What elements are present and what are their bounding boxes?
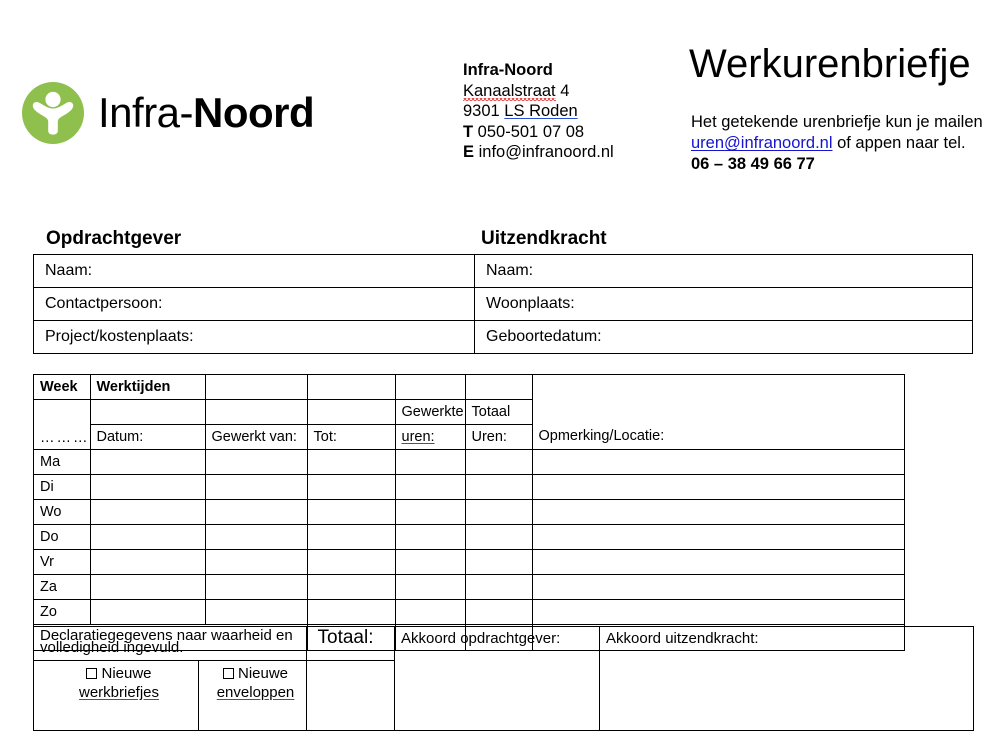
header-totaal-uren: Uren:: [465, 425, 532, 450]
header-week: Week: [34, 375, 91, 400]
cell-wo-totaal-uren[interactable]: [465, 500, 532, 525]
cell-di-opmerking[interactable]: [532, 475, 904, 500]
cell-zo-tot[interactable]: [307, 600, 395, 625]
address-city: LS Roden: [504, 102, 578, 120]
cell-ma-datum[interactable]: [90, 450, 205, 475]
checkbox-new-worksheets[interactable]: [34, 661, 199, 731]
totals-label: Totaal:: [307, 625, 395, 651]
cell-do-totaal-uren[interactable]: [465, 525, 532, 550]
cell-di-totaal-uren[interactable]: [465, 475, 532, 500]
header-gewerkte-uren: [395, 425, 465, 450]
checkbox-row-blank-cell: [307, 661, 395, 731]
checkbox-new-worksheets-link[interactable]: werkbriefjes: [78, 684, 160, 701]
table-row: [34, 321, 973, 354]
day-label-zo: Zo: [34, 600, 91, 625]
brand-name-light: Infra-: [98, 89, 194, 136]
cell-do-opmerking[interactable]: [532, 525, 904, 550]
email-address: info@infranoord.nl: [474, 143, 614, 161]
checkbox-icon[interactable]: [223, 668, 234, 679]
header-blank-6: [205, 400, 307, 425]
email-link[interactable]: uren@infranoord.nl: [691, 134, 833, 152]
cell-za-totaal-uren[interactable]: [465, 575, 532, 600]
cell-vr-totaal-uren[interactable]: [465, 550, 532, 575]
cell-do-gewerkte-uren[interactable]: [395, 525, 465, 550]
cell-vr-opmerking[interactable]: [532, 550, 904, 575]
table-row: [34, 450, 905, 475]
cell-za-tot[interactable]: [307, 575, 395, 600]
header-blank-1: [205, 375, 307, 400]
table-row: [34, 525, 905, 550]
whatsapp-phone-number: 06 – 38 49 66 77: [691, 155, 815, 173]
header-werktijden: Werktijden: [90, 375, 205, 400]
checkbox-new-envelopes-link[interactable]: enveloppen: [216, 684, 295, 701]
cell-za-datum[interactable]: [90, 575, 205, 600]
cell-do-van[interactable]: [205, 525, 307, 550]
cell-ma-tot[interactable]: [307, 450, 395, 475]
note-line-1: Het getekende urenbriefje kun je: [691, 113, 930, 131]
hours-header-row-1: [34, 375, 905, 400]
company-address: [463, 60, 614, 163]
note-line-3-prefix: naar tel.: [905, 134, 966, 152]
header-gewerkt-van: Gewerkt van:: [205, 425, 307, 450]
header-opmerking-locatie: Opmerking/Locatie:: [532, 375, 904, 450]
cell-di-van[interactable]: [205, 475, 307, 500]
cell-ma-van[interactable]: [205, 450, 307, 475]
cell-zo-totaal-uren[interactable]: [465, 600, 532, 625]
header-tot: Tot:: [307, 425, 395, 450]
day-label-do: Do: [34, 525, 91, 550]
checkbox-new-envelopes[interactable]: [199, 661, 307, 731]
client-project-field[interactable]: Project/kostenplaats:: [34, 321, 475, 354]
table-row: [34, 475, 905, 500]
client-name-field[interactable]: Naam:: [34, 255, 475, 288]
day-label-vr: Vr: [34, 550, 91, 575]
signature-box-client[interactable]: Akkoord opdrachtgever:: [395, 627, 600, 731]
email-line: [463, 142, 614, 163]
worker-name-field[interactable]: Naam:: [475, 255, 973, 288]
cell-vr-datum[interactable]: [90, 550, 205, 575]
parties-table: [33, 254, 973, 354]
cell-za-van[interactable]: [205, 575, 307, 600]
header-blank-2: [307, 375, 395, 400]
header-totaal: Totaal: [465, 400, 532, 425]
address-street-line: [463, 81, 614, 102]
cell-zo-van[interactable]: [205, 600, 307, 625]
cell-do-datum[interactable]: [90, 525, 205, 550]
header-blank-5: [90, 400, 205, 425]
address-city-line: [463, 101, 614, 122]
address-street: Kanaalstraat: [463, 81, 556, 100]
cell-ma-totaal-uren[interactable]: [465, 450, 532, 475]
header-blank-3: [395, 375, 465, 400]
cell-wo-gewerkte-uren[interactable]: [395, 500, 465, 525]
note-mail-word: mailen: [934, 113, 983, 131]
cell-wo-datum[interactable]: [90, 500, 205, 525]
cell-vr-gewerkte-uren[interactable]: [395, 550, 465, 575]
address-postcode: 9301: [463, 102, 505, 120]
table-row: [34, 255, 973, 288]
hours-table: [33, 374, 905, 651]
signature-box-worker[interactable]: Akkoord uitzendkracht:: [600, 627, 974, 731]
worker-city-field[interactable]: Woonplaats:: [475, 288, 973, 321]
table-row: [34, 600, 905, 625]
day-label-di: Di: [34, 475, 91, 500]
email-label: E: [463, 143, 475, 161]
declaration-statement: Declaratiegegevens naar waarheid en volledigheid ingevuld.: [34, 627, 307, 661]
cell-zo-gewerkte-uren[interactable]: [395, 600, 465, 625]
week-number-field[interactable]: [34, 400, 91, 450]
section-heading-client: Opdrachtgever: [46, 228, 182, 249]
table-row: [34, 500, 905, 525]
document-header: [0, 0, 1004, 200]
day-label-za: Za: [34, 575, 91, 600]
brand-name-bold: Noord: [193, 89, 315, 136]
page-title: Werkurenbriefje: [689, 42, 971, 86]
header-uren-link: uren:: [401, 429, 435, 445]
footer-row-declaration: [34, 627, 974, 661]
brand-wordmark: [98, 89, 315, 136]
week-dotted-line: ………: [40, 430, 90, 446]
table-row: [34, 550, 905, 575]
checkbox-icon[interactable]: [86, 668, 97, 679]
header-datum: Datum:: [90, 425, 205, 450]
table-row: [34, 575, 905, 600]
cell-zo-datum[interactable]: [90, 600, 205, 625]
phone-number: 050-501 07 08: [473, 122, 585, 141]
brand-logo: [22, 82, 314, 144]
header-blank-7: [307, 400, 395, 425]
day-label-wo: Wo: [34, 500, 91, 525]
cell-zo-opmerking[interactable]: [532, 600, 904, 625]
worker-birthdate-field[interactable]: Geboortedatum:: [475, 321, 973, 354]
cell-ma-opmerking[interactable]: [532, 450, 904, 475]
cell-vr-tot[interactable]: [307, 550, 395, 575]
note-after-link: of appen: [832, 134, 902, 152]
client-contact-field[interactable]: Contactpersoon:: [34, 288, 475, 321]
cell-do-tot[interactable]: [307, 525, 395, 550]
phone-line: [463, 122, 614, 143]
person-in-circle-icon: [22, 82, 84, 144]
footer-table: [33, 626, 974, 731]
cell-di-tot[interactable]: [307, 475, 395, 500]
cell-wo-van[interactable]: [205, 500, 307, 525]
phone-label: T: [463, 122, 474, 141]
day-label-ma: Ma: [34, 450, 91, 475]
company-name: Infra-Noord: [463, 61, 553, 79]
cell-za-gewerkte-uren[interactable]: [395, 575, 465, 600]
cell-vr-van[interactable]: [205, 550, 307, 575]
cell-wo-opmerking[interactable]: [532, 500, 904, 525]
section-heading-worker: Uitzendkracht: [481, 228, 607, 249]
cell-di-gewerkte-uren[interactable]: [395, 475, 465, 500]
checkbox-new-worksheets-label: Nieuwe: [101, 665, 152, 682]
cell-di-datum[interactable]: [90, 475, 205, 500]
cell-za-opmerking[interactable]: [532, 575, 904, 600]
cell-ma-gewerkte-uren[interactable]: [395, 450, 465, 475]
checkbox-new-envelopes-label: Nieuwe: [237, 665, 289, 682]
table-row: [34, 288, 973, 321]
header-instruction-note: [691, 112, 991, 175]
cell-wo-tot[interactable]: [307, 500, 395, 525]
declaration-blank-cell: [307, 627, 395, 661]
header-blank-4: [465, 375, 532, 400]
header-gewerkte: Gewerkte: [395, 400, 465, 425]
address-street-number: 4: [555, 81, 570, 100]
